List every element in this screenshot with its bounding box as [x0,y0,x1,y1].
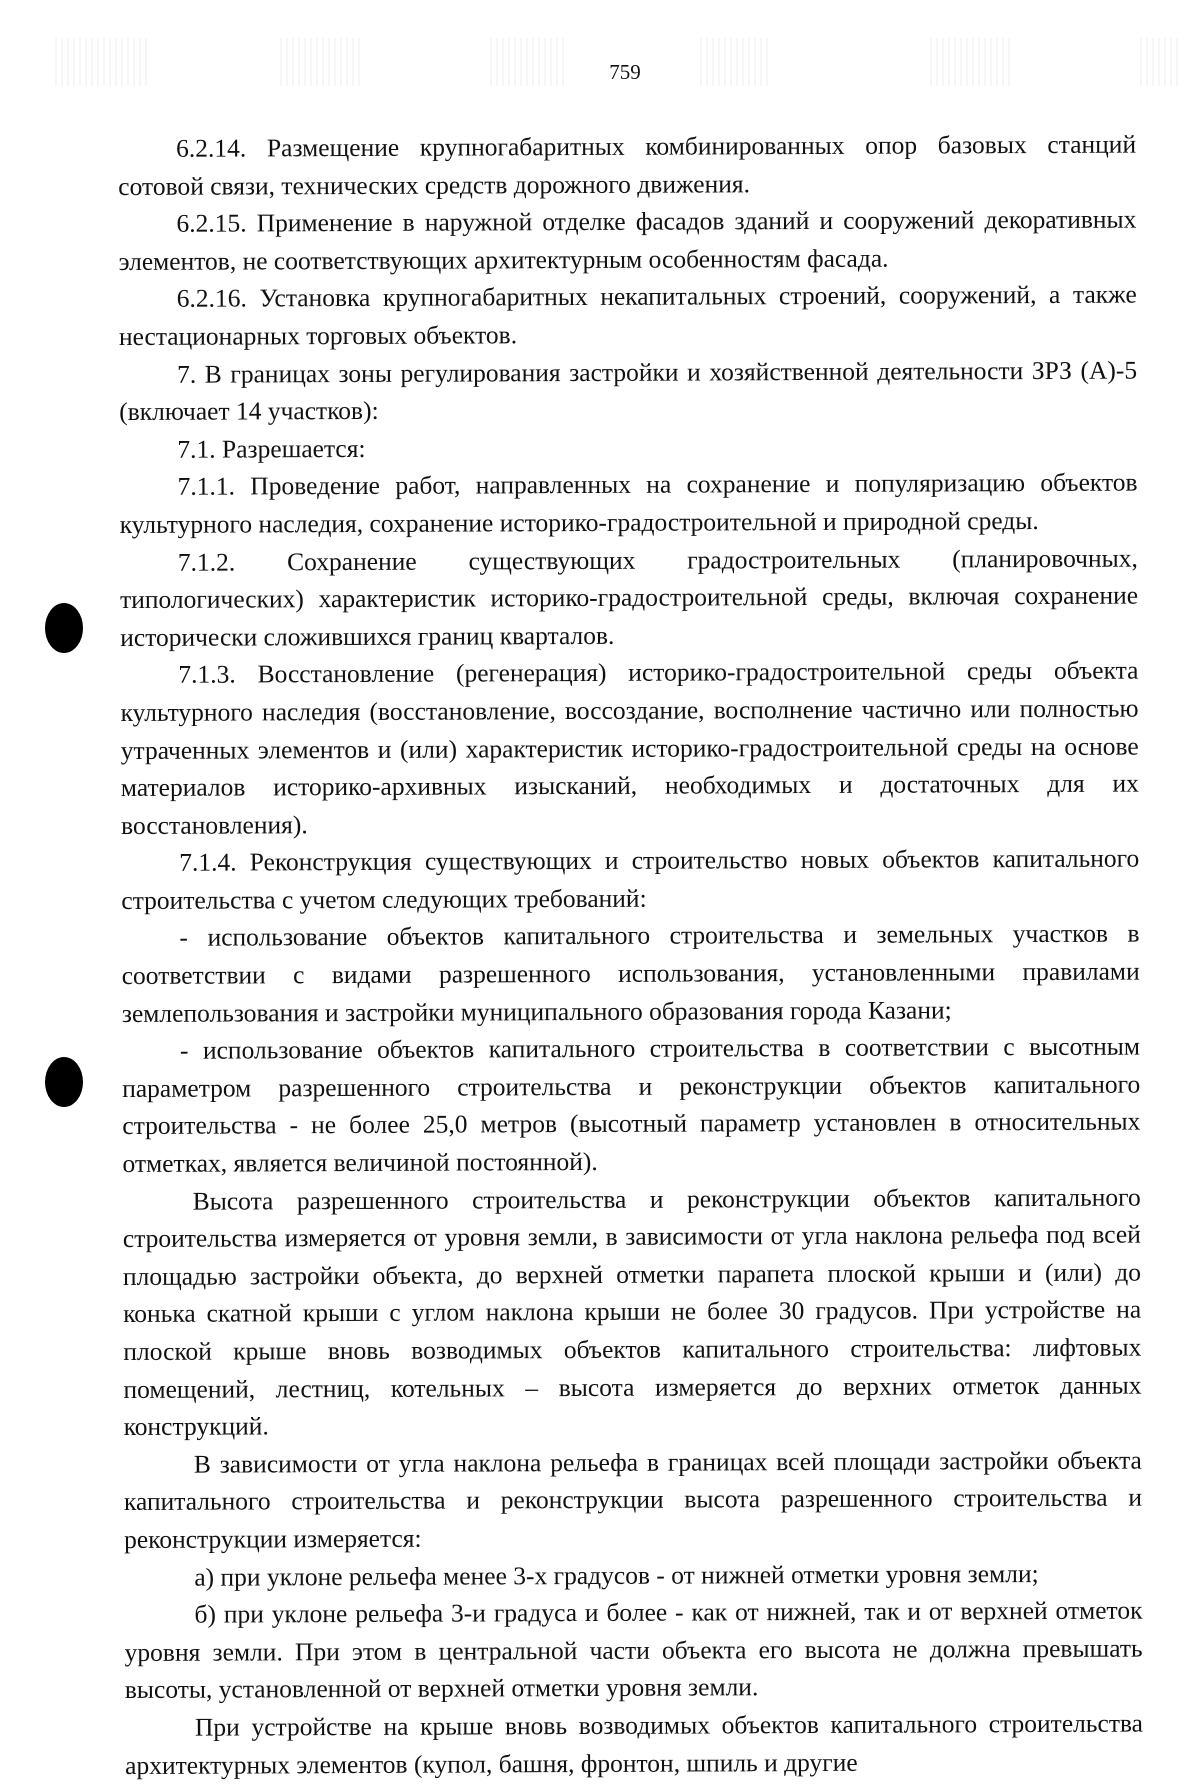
list-item-height-limit: - использование объектов капитального строительства в соответствии с высотным параметром разрешенного строительства и реконструкции объектов капитального строительства - не более 25,0 метров (высотный параметр установлен в относительных отметках, является величиной постоянной). [122,1031,1141,1179]
paragraph-6-2-16: 6.2.16. Установка крупногабаритных некапитальных строений, сооружений, а также нестационарных торговых объектов. [118,279,1137,351]
paragraph-height-measurement: Высота разрешенного строительства и реконструкции объектов капитального строительства измеряется от уровня земли, в зависимости от угла наклона рельефа под всей площадью застройки объекта, до верхней отметки парапета плоской крыши и (или) до конька скатной крыши с углом наклона крыши не более 30 градусов. При устройстве на плоской крыше вновь возводимых объектов капитального строительства: лифтовых помещений, лестниц, котельных – высота измеряется до верхних отметок данных конструкций. [122,1182,1142,1442]
paragraph-7-1-1: 7.1.1. Проведение работ, направленных на сохранение и популяризацию объектов культурного наследия, сохранение историко-градостроительной и природной среды. [119,467,1138,539]
paragraph-7-1-2: 7.1.2. Сохранение существующих градостроительных (планировочных, типологических) характеристик историко-градостроительной среды, включая сохранение исторически сложившихся границ кварталов. [119,543,1139,652]
punch-hole [45,1057,83,1107]
paragraph-6-2-15: 6.2.15. Применение в наружной отделке фасадов зданий и сооружений декоративных элементов, не соответствующих архитектурным особенностям фасада. [118,204,1137,276]
document-body [118,126,1143,1784]
page-number: 759 [609,60,641,84]
list-item-slope-a: а) при уклоне рельефа менее 3-х градусов - от нижней отметки уровня земли; [194,1558,1039,1592]
paragraph-roof-elements: При устройстве на крыше вновь возводимых объектов капитального строительства архитектурных элементов (купол, башня, фронтон, шпиль и другие [125,1708,1144,1780]
paragraph-7-1-4: 7.1.4. Реконструкция существующих и строительство новых объектов капитального строительства с учетом следующих требований: [121,843,1140,915]
list-item-slope-b: б) при уклоне рельефа 3-и градуса и более - как от нижней, так и от верхней отметок уровня земли. При этом в центральной части объекта его высота не должна превышать высоты, установленной от верхней отметки уровня земли. [124,1595,1143,1705]
paragraph-7-1: 7.1. Разрешается: [177,433,366,464]
paragraph-7: 7. В границах зоны регулирования застройки и хозяйственной деятельности ЗРЗ (А)-5 (включает 14 участков): [119,355,1138,427]
punch-hole [45,603,83,653]
list-item-land-use: - использование объектов капитального строительства и земельных участков в соответствии с видами разрешенного использования, установленными правилами землепользования и застройки муниципального образования города Казани; [121,919,1140,1028]
paragraph-7-1-3: 7.1.3. Восстановление (регенерация) историко-градостроительной среды объекта культурного наследия (восстановление, воссоздание, восполнение частично или полностью утраченных элементов и (или) характеристик историко-градостроительной среды на основе материалов историко-архивных изысканий, необходимых и достаточных для их восстановления). [120,655,1139,840]
paragraph-6-2-14: 6.2.14. Размещение крупногабаритных комбинированных опор базовых станций сотовой связи, технических средств дорожного движения. [118,129,1137,201]
paragraph-slope-dependence: В зависимости от угла наклона рельефа в границах всей площади застройки объекта капитального строительства и реконструкции высота разрешенного строительства и реконструкции измеряется: [123,1445,1143,1554]
